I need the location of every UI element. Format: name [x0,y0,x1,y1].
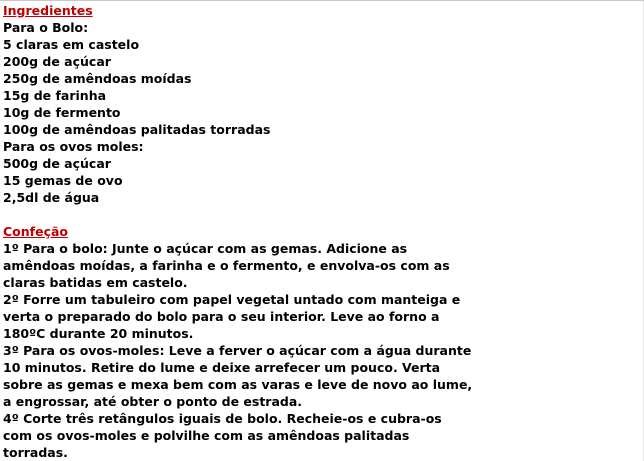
ingredients-section [3,2,633,206]
preparation-line: 10 minutos. Retire do lume e deixe arrefecer um pouco. Verta [3,360,441,375]
ingredient-line: Para os ovos moles: [3,139,144,154]
preparation-line: 2º Forre um tabuleiro com papel vegetal untado com manteiga e [3,292,461,307]
preparation-heading: Confeção [3,224,69,239]
preparation-line: 4º Corte três retângulos iguais de bolo. Recheie-os e cubra-os [3,411,442,426]
recipe-document [3,2,633,461]
ingredient-line: Para o Bolo: [3,20,89,35]
ingredients-heading: Ingredientes [3,3,93,18]
preparation-section [3,223,633,461]
ingredient-line: 15 gemas de ovo [3,173,123,188]
preparation-line: com os ovos-moles e polvilhe com as amêndoas palitadas [3,428,410,443]
preparation-line: torradas. [3,445,68,460]
preparation-line: sobre as gemas e mexa bem com as varas e leve de novo ao lume, [3,377,473,392]
preparation-line: 3º Para os ovos-moles: Leve a ferver o açúcar com a água durante [3,343,472,358]
ingredient-line: 500g de açúcar [3,156,111,171]
preparation-line: 1º Para o bolo: Junte o açúcar com as gemas. Adicione as [3,241,408,256]
preparation-line: 180ºC durante 20 minutos. [3,326,194,341]
ingredient-line: 2,5dl de água [3,190,100,205]
ingredient-line: 200g de açúcar [3,54,111,69]
ingredient-line: 10g de fermento [3,105,121,120]
ingredient-line: 15g de farinha [3,88,107,103]
ingredient-line: 100g de amêndoas palitadas torradas [3,122,271,137]
preparation-line: amêndoas moídas, a farinha e o fermento, e envolva-os com as [3,258,450,273]
ingredient-line: 250g de amêndoas moídas [3,71,192,86]
preparation-line: claras batidas em castelo. [3,275,188,290]
section-spacer [3,206,633,223]
preparation-line: a engrossar, até obter o ponto de estrada. [3,394,303,409]
ingredient-line: 5 claras em castelo [3,37,140,52]
preparation-line: verta o preparado do bolo para o seu interior. Leve ao forno a [3,309,440,324]
